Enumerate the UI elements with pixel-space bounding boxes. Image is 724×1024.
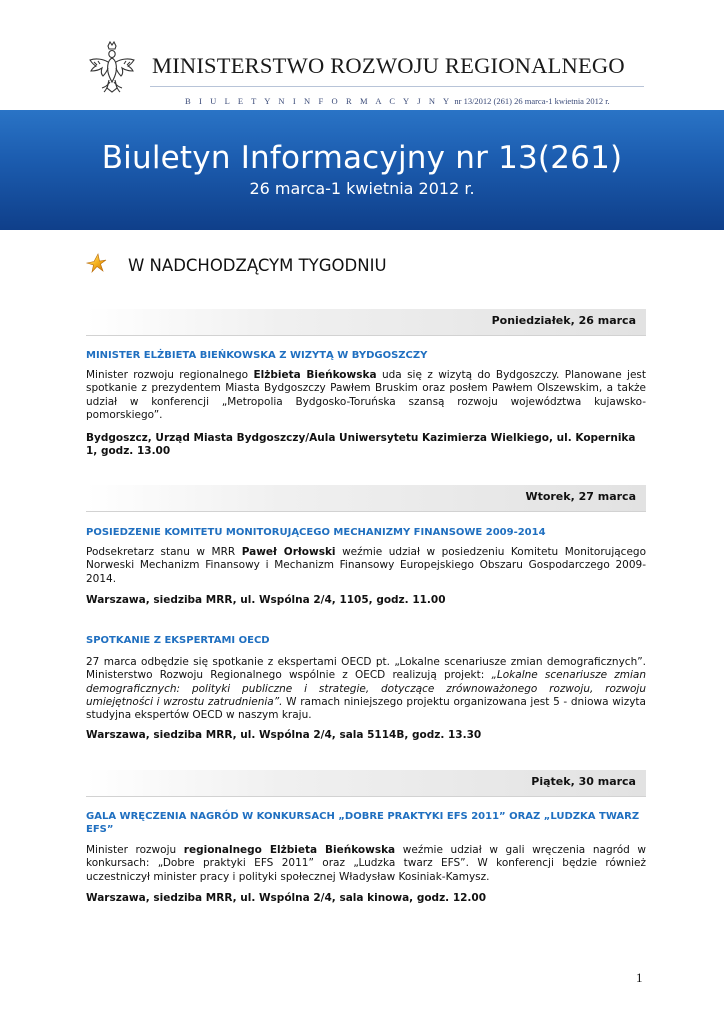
star-icon [84,252,108,276]
day-header-tuesday [86,485,646,512]
event-location: Warszawa, siedziba MRR, ul. Wspólna 2/4, sala kinowa, godz. 12.00 [86,892,487,904]
day-label: Piątek, 30 marca [531,775,636,788]
polish-eagle-emblem [86,40,138,94]
event-person: Elżbieta Bieńkowska [253,369,377,381]
day-label: Wtorek, 27 marca [525,490,636,503]
event-description [86,656,646,722]
bulletin-title: Biuletyn Informacyjny nr 13(261) [101,140,623,176]
event-description [86,844,646,884]
header-rule [150,86,644,87]
day-header-friday [86,770,646,797]
event-text: uda się z wizytą do Bydgoszczy. Planowane jest spotkanie z prezydentem Miasta Bydgoszczy Pawłem Bruskim oraz posłem Pawłem Olszewskim, a także udział w konferencji „Metropolia Bydgosko-Toruńska szansą rozwoju województwa kujawsko-pomorskiego”. [86,369,647,421]
event-person: regionalnego Elżbieta Bieńkowska [183,844,396,856]
event-location: Bydgoszcz, Urząd Miasta Bydgoszczy/Aula Uniwersytetu Kazimierza Wielkiego, ul. Kopernika 1, godz. 13.00 [86,432,636,458]
event-description [86,546,646,586]
day-header-monday [86,309,646,336]
event-text: 27 marca odbędzie się spotkanie z ekspertami OECD pt. „Lokalne scenariusze zmian demograficznych”. Ministerstwo Rozwoju Regionalnego wspólnie z OECD realizują projekt: [86,656,646,682]
event-title: MINISTER ELŻBIETA BIEŃKOWSKA Z WIZYTĄ W BYDGOSZCZY [86,350,428,361]
event-project-name: „Lokalne scenariusze zmian demograficznych: polityki publiczne i strategie, dotyczące zrównoważonego rozwoju, rozwoju umiejętności i wzrostu zatrudnienia”. [86,669,646,708]
event-text: Podsekretarz stanu w MRR [86,546,242,558]
bulletin-date-range: 26 marca-1 kwietnia 2012 r. [249,179,475,198]
event-title: POSIEDZENIE KOMITETU MONITORUJĄCEGO MECHANIZMY FINANSOWE 2009-2014 [86,527,546,538]
event-text: weźmie udział w posiedzeniu Komitetu Monitorującego Norweski Mechanizm Finansowy i Mechanizm Finansowy Europejskiego Obszaru Gospodarczego 2009-2014. [86,546,646,585]
event-text: weźmie udział w gali wręczenia nagród w konkursach: „Dobre praktyki EFS 2011” oraz „Ludzka twarz EFS”. W konferencji będzie również uczestniczył minister pracy i polityki społecznej Władysław Kosiniak-Kamysz. [86,844,646,883]
page-number: 1 [636,970,643,985]
event-location: Warszawa, siedziba MRR, ul. Wspólna 2/4, sala 5114B, godz. 13.30 [86,729,482,741]
ministry-name: MINISTERSTWO ROZWOJU REGIONALNEGO [152,53,625,78]
event-text: Minister rozwoju [86,844,184,856]
bulletin-subline [185,96,645,106]
event-title: SPOTKANIE Z EKSPERTAMI OECD [86,635,270,646]
event-person: Paweł Orłowski [241,546,336,558]
bulletin-issue: nr 13/2012 (261) 26 marca-1 kwietnia 2012 r. [454,96,610,106]
event-text: W ramach niniejszego projektu organizowana jest 5 - dniowa wizyta studyjna ekspertów OECD w naszym kraju. [86,695,646,722]
event-location: Warszawa, siedziba MRR, ul. Wspólna 2/4, 1105, godz. 11.00 [86,594,446,606]
section-heading: W NADCHODZĄCYM TYGODNIU [128,256,387,275]
day-label: Poniedziałek, 26 marca [491,314,636,327]
bulletin-label: B I U L E T Y N I N F O R M A C Y J N Y [185,96,453,106]
event-description [86,369,646,422]
event-text: Minister rozwoju regionalnego [86,369,254,381]
event-title: GALA WRĘCZENIA NAGRÓD W KONKURSACH „DOBRE PRAKTYKI EFS 2011” ORAZ „LUDZKA TWARZ EFS” [86,811,640,835]
title-banner [0,110,724,230]
